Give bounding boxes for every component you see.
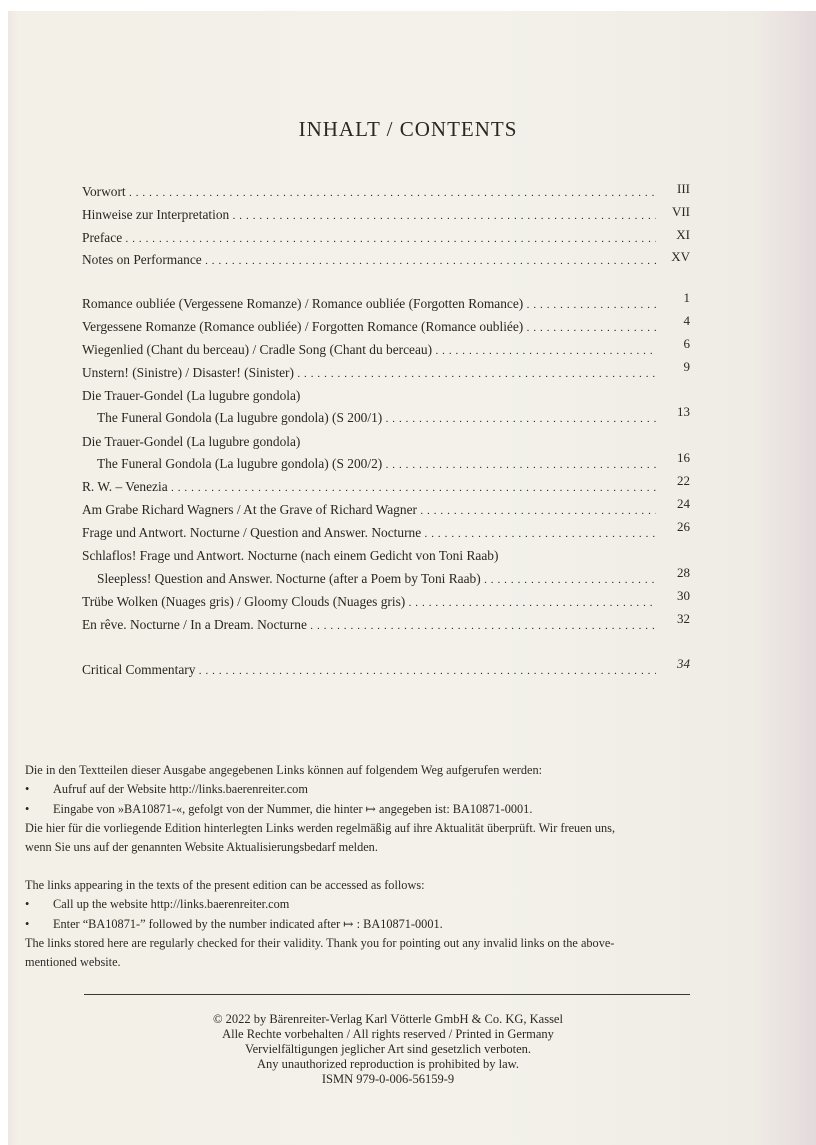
toc-entry-page: 16 [677,450,690,465]
links-bullet-text: Enter “BA10871-” followed by the number indicated after ↦ : BA10871-0001. [53,917,443,931]
imprint-prohibition-en: Any unauthorized reproduction is prohibited by law. [257,1057,519,1071]
bullet-icon: • [25,802,30,816]
toc-entry[interactable] [82,183,690,201]
links-intro: The links appearing in the texts of the present edition can be accessed as follows: [25,878,425,892]
toc-entry-label: Notes on Performance [82,252,202,267]
links-bullet-text: Call up the website http://links.baerenreiter.com [53,897,290,911]
imprint-rights: Alle Rechte vorbehalten / All rights reserved / Printed in Germany [222,1027,554,1041]
toc-entry[interactable] [82,290,690,313]
toc-entry[interactable] [97,404,690,427]
toc-entry-page: 6 [683,336,690,351]
imprint-copyright: © 2022 by Bärenreiter-Verlag Karl Vötterle GmbH & Co. KG, Kassel [213,1012,563,1026]
toc-entry[interactable] [82,229,690,247]
toc-entry-label: Frage und Antwort. Nocturne / Question and Answer. Nocturne [82,525,422,540]
toc-entry-page: 4 [683,313,690,328]
links-bullet [25,780,308,800]
links-bullet [25,800,532,820]
toc-entry-label: Critical Commentary [82,662,196,677]
toc-entry-page: 9 [683,359,690,374]
toc-entry-page: 32 [677,611,690,626]
imprint-prohibition-de: Vervielfältigungen jeglicher Art sind gesetzlich verboten. [244,1042,532,1056]
toc-entry[interactable] [82,359,690,382]
toc-entry-label: Die Trauer-Gondel (La lugubre gondola) [82,434,301,449]
toc-entry[interactable] [82,656,690,679]
toc-entry[interactable] [82,588,690,611]
toc-entry[interactable] [82,496,690,519]
toc-entry[interactable] [82,336,690,359]
toc-entry-label: En rêve. Nocturne / In a Dream. Nocturne [82,617,307,632]
page-title: INHALT / CONTENTS [298,117,518,141]
toc-entry-heading[interactable] [82,387,690,405]
toc-entry-page: 30 [677,588,690,603]
toc-entry-page: XV [671,249,690,264]
bullet-icon: • [25,897,30,911]
toc-entry-heading[interactable] [82,433,690,451]
bullet-icon: • [25,782,30,796]
toc-entry-label: Vergessene Romanze (Romance oubliée) / Forgotten Romance (Romance oubliée) [82,319,524,334]
toc-entry-page: XI [676,227,690,242]
toc-entry-label: Die Trauer-Gondel (La lugubre gondola) [82,388,301,403]
toc-entry-page: 28 [677,565,690,580]
toc-entry-page: 24 [677,496,690,511]
links-intro: Die in den Textteilen dieser Ausgabe angegebenen Links können auf folgendem Weg aufgerufen werden: [25,763,543,777]
toc-entry[interactable] [97,565,690,588]
bullet-icon: • [25,917,30,931]
toc-entry-label: Hinweise zur Interpretation [82,207,230,222]
toc-entry[interactable] [82,473,690,496]
toc-entry[interactable] [82,313,690,336]
toc-entry-label: Wiegenlied (Chant du berceau) / Cradle Song (Chant du berceau) [82,342,433,357]
toc-entry[interactable] [82,519,690,542]
links-bullet-text: Eingabe von »BA10871-«, gefolgt von der Nummer, die hinter ↦ angegeben ist: BA10871-0001. [53,802,533,816]
toc-entry-label: R. W. – Venezia [82,479,168,494]
toc-entry[interactable] [82,611,690,634]
toc-entry-page: 26 [677,519,690,534]
toc-entry-page: 34 [677,656,690,671]
toc-entry-label: Preface [82,230,123,245]
toc-entry-label: Vorwort [82,184,126,199]
toc-entry-page: 22 [677,473,690,488]
toc-entry-page: VII [671,204,690,219]
links-paragraph: wenn Sie uns auf der genannten Website Aktualisierungsbedarf melden. [25,840,378,854]
links-paragraph: Die hier für die vorliegende Edition hinterlegten Links werden regelmäßig auf ihre Aktualität überprüft. Wir freuen uns, [25,821,616,835]
toc-entry-label: Romance oubliée (Vergessene Romanze) / Romance oubliée (Forgotten Romance) [82,296,524,311]
links-paragraph: mentioned website. [25,955,121,969]
toc-entry-label: Sleepless! Question and Answer. Nocturne (after a Poem by Toni Raab) [97,571,481,586]
toc-entry-label: Am Grabe Richard Wagners / At the Grave of Richard Wagner [82,502,417,517]
toc-entry-label: The Funeral Gondola (La lugubre gondola) (S 200/1) [97,410,383,425]
toc-entry-page: III [677,181,690,196]
toc-entry-label: Trübe Wolken (Nuages gris) / Gloomy Clouds (Nuages gris) [82,594,406,609]
toc-entry-page: 13 [677,404,690,419]
links-bullet [25,915,443,935]
toc-entry-label: Unstern! (Sinistre) / Disaster! (Sinister) [82,365,294,380]
divider-rule [84,994,690,995]
links-bullet-text: Aufruf auf der Website http://links.baerenreiter.com [53,782,308,796]
toc-entry-page: 1 [683,290,690,305]
links-paragraph: The links stored here are regularly checked for their validity. Thank you for pointing out any invalid links on the above- [25,936,615,950]
links-bullet [25,895,289,915]
toc-entry[interactable] [82,251,690,269]
toc-entry-label: The Funeral Gondola (La lugubre gondola) (S 200/2) [97,456,383,471]
toc-entry[interactable] [82,206,690,224]
imprint-ismn: ISMN 979-0-006-56159-9 [321,1072,455,1086]
toc-entry-label: Schlaflos! Frage und Antwort. Nocturne (nach einem Gedicht von Toni Raab) [82,548,499,563]
toc-entry-heading[interactable] [82,547,690,565]
toc-entry[interactable] [97,450,690,473]
